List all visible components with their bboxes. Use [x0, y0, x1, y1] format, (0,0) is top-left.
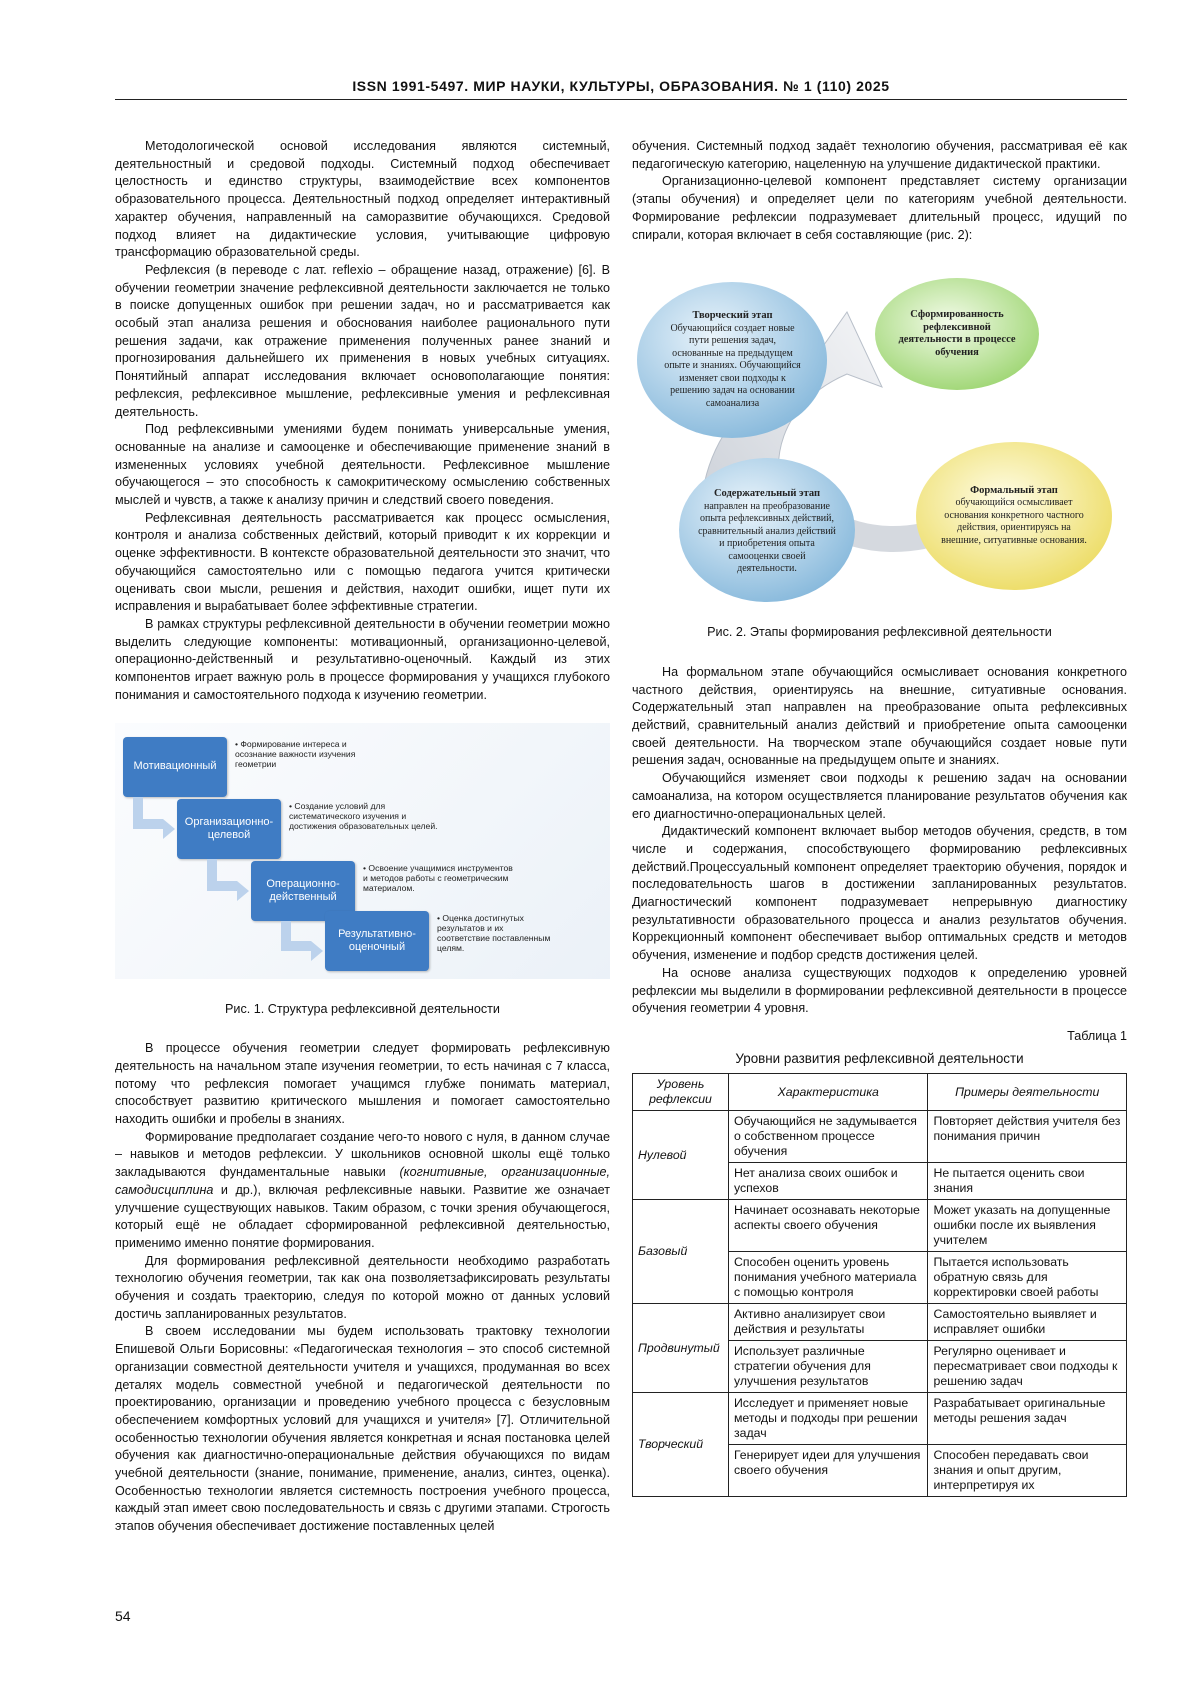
levels-table: [632, 1073, 1127, 1497]
right-paragraph-2: Организационно-целевой компонент представляет систему организации (этапы обучения) и определяет цели по категориям учебной деятельности. Формирование рефлексии подразумевает длительный процесс, идущий по спирали, которая включает в себя составляющие (рис. 2):: [632, 173, 1127, 244]
table-cell: Повторяет действия учителя без понимания причин: [928, 1111, 1127, 1163]
left-paragraph-4: Рефлексивная деятельность рассматривается как процесс осмысления, контроля и анализа собственных действий, который приводит к их коррекции и оценке эффективности. В контексте образовательной деятельности это значит, что обучающийся самостоятельно или с помощью педагога учится критически оценивать свои мысли, решения и действия, находит ошибки, ищет пути их исправления и вырабатывает более эффективные стратегии.: [115, 510, 610, 616]
stage-formal-title: Формальный этап: [938, 485, 1090, 498]
left-paragraph-7-end: и др.), включая рефлексивные навыки. Развитие же означает улучшение существующих навыков. Таким образом, с точки зрения обучающегося, который ещё не обладает сформированной рефлексивной деятельностью, применимо именно понятие формирования.: [115, 1183, 610, 1250]
table-cell: Может указать на допущенные ошибки после их выявления учителем: [928, 1200, 1127, 1252]
table-cell: Генерирует идеи для улучшения своего обучения: [728, 1445, 928, 1497]
right-paragraph-6: На основе анализа существующих подходов к определению уровней рефлексии мы выделили в формировании рефлексивной деятельности в процессе обучения геометрии 4 уровня.: [632, 965, 1127, 1018]
left-paragraph-3: Под рефлексивными умениями будем понимать универсальные умения, основанные на анализе и самооценке и обеспечивающие применение знаний в измененных условиях учебной деятельности. Рефлексивное мышление обучающегося – это способность к самокритическому осмыслению собственных мыслей и чувств, а также к анализу причин и следствий своего поведения.: [115, 421, 610, 510]
left-column: [115, 138, 610, 1536]
right-paragraph-4: Обучающийся изменяет свои подходы к решению задач на основании самоанализа, на котором осуществляется планирование результатов обучения как его диагностично-операциональных целей.: [632, 770, 1127, 823]
stage-content: [684, 464, 850, 600]
table-cell: Разрабатывает оригинальные методы решения задач: [928, 1393, 1127, 1445]
header-level: Уровень рефлексии: [633, 1074, 729, 1111]
table-cell: Исследует и применяет новые методы и подходы при решении задач: [728, 1393, 928, 1445]
table-cell: Нет анализа своих ошибок и успехов: [728, 1163, 928, 1200]
right-paragraph-1: обучения. Системный подход задаёт технологию обучения, рассматривая её как педагогическую категорию, нацеленную на улучшение дидактической практики.: [632, 138, 1127, 173]
table-row: [633, 1393, 1127, 1445]
table-cell: Самостоятельно выявляет и исправляет ошибки: [928, 1304, 1127, 1341]
stage-content-text: направлен на преобразование опыта рефлексивных действий, сравнительный анализ действий и приобретения опыта самооценки своей деятельности.: [698, 501, 836, 576]
level-basic: Базовый: [633, 1200, 729, 1304]
table-cell: Способен оценить уровень понимания учебного материала с помощью контроля: [728, 1252, 928, 1304]
journal-header: ISSN 1991-5497. МИР НАУКИ, КУЛЬТУРЫ, ОБРАЗОВАНИЯ. № 1 (110) 2025: [115, 78, 1127, 94]
stage-formed-title: Сформированность рефлексивной деятельности в процессе обучения: [898, 309, 1016, 359]
table-row: [633, 1304, 1127, 1341]
left-paragraph-8: Для формирования рефлексивной деятельности необходимо разработать технологию обучения геометрии, так как она позволяетзафиксировать результаты обучения и создать траекторию, следуя по которой можно от данных условий достичь запланированных результатов.: [115, 1253, 610, 1324]
figure-1-caption: Рис. 1. Структура рефлексивной деятельности: [115, 1001, 610, 1019]
right-paragraph-5: Дидактический компонент включает выбор методов обучения, средств, в том числе и содержания, способствующего формированию рефлексивных действий.Процессуальный компонент определяет траекторию обучения, порядок и последовательность шагов в достижении запланированных результатов. Диагностический компонент подразумевает непрерывную диагностику результативности образовательного процесса и анализ результатов обучения. Коррекционный компонент обеспечивает выбор оптимальных средств и методов обучения, изменение и подбор средств достижения целей.: [632, 823, 1127, 965]
table-cell: Регулярно оценивает и пересматривает свои подходы к решению задач: [928, 1341, 1127, 1393]
figure-1-structure-diagram: [115, 723, 610, 979]
header-rule: [115, 99, 1127, 100]
table-cell: Активно анализирует свои действия и результаты: [728, 1304, 928, 1341]
right-column: [632, 138, 1127, 1497]
page-number: 54: [115, 1608, 131, 1624]
note-operational: • Освоение учащимися инструментов и методов работы с геометрическим материалом.: [363, 863, 513, 893]
left-paragraph-1: Методологической основой исследования являются системный, деятельностный и средовой подходы. Системный подход обеспечивает целостность и единство структуры, взаимодействие всех компонентов образовательного процесса. Деятельностный подход определяет интерактивный характер обучения, направленный на саморазвитие обучающихся. Средовой подход влияет на дидактические условия, учитывающие цифровую трансформацию образовательной среды.: [115, 138, 610, 262]
table-row: [633, 1111, 1127, 1163]
level-advanced: Продвинутый: [633, 1304, 729, 1393]
left-paragraph-7-italic: (когнитивные, организационные, самодисциплина: [115, 1165, 610, 1197]
level-zero: Нулевой: [633, 1111, 729, 1200]
table-cell: Начинает осознавать некоторые аспекты своего обучения: [728, 1200, 928, 1252]
table-cell: Использует различные стратегии обучения для улучшения результатов: [728, 1341, 928, 1393]
box-motivational: Мотивационный: [123, 737, 227, 797]
box-organizational: Организационно-целевой: [177, 799, 281, 859]
stage-content-title: Содержательный этап: [698, 488, 836, 501]
stage-formal-text: обучающийся осмысливает основания конкретного частного действия, ориентируясь на внешние, ситуативные основания.: [938, 497, 1090, 547]
table-title: Уровни развития рефлексивной деятельности: [632, 1050, 1127, 1068]
left-paragraph-7-start: Формирование предполагает создание чего-то нового с нуля, в данном случае – навыков и методов рефлексии. У школьников основной школы ещё только закладываются фундаментальные навыки: [115, 1130, 610, 1179]
left-paragraph-5: В рамках структуры рефлексивной деятельности в обучении геометрии можно выделить следующие компоненты: мотивационный, организационно-целевой, операционно-действенный и результативно-оценочный. Каждый из этих компонентов играет важную роль в процессе формирования у учащихся глубокого понимания и самостоятельного подхода к изучению геометрии.: [115, 616, 610, 705]
box-evaluative: Результативно-оценочный: [325, 911, 429, 971]
note-evaluative: • Оценка достигнутых результатов и их соответствие поставленным целям.: [437, 913, 557, 953]
figure-2-stages-diagram: [632, 252, 1127, 612]
table-row: [633, 1200, 1127, 1252]
stage-formal: [924, 452, 1104, 580]
note-motivational: • Формирование интереса и осознание важности изучения геометрии: [235, 739, 385, 769]
stage-creative: [650, 290, 815, 430]
box-operational: Операционно-действенный: [251, 861, 355, 921]
header-examples: Примеры деятельности: [928, 1074, 1127, 1111]
table-cell: Обучающийся не задумывается о собственном процессе обучения: [728, 1111, 928, 1163]
stage-creative-text: Обучающийся создает новые пути решения задач, основанные на предыдущем опыте и знаниях. Обучающийся изменяет свои подходы к решению задач на основании самоанализа: [664, 323, 801, 411]
stage-creative-title: Творческий этап: [664, 310, 801, 323]
flow-arrow: [207, 859, 237, 891]
left-paragraph-6: В процессе обучения геометрии следует формировать рефлексивную деятельность на начальном этапе изучения геометрии, то есть начиная с 7 класса, потому что рефлексия помогает учащимся глубже понимать материал, способствует развитию критического мышления и помогает самостоятельно находить ошибки и пробелы в знаниях.: [115, 1040, 610, 1129]
flow-arrowhead: [237, 881, 249, 901]
table-cell: Способен передавать свои знания и опыт другим, интерпретируя их: [928, 1445, 1127, 1497]
flow-arrow: [281, 921, 311, 951]
table-header-row: [633, 1074, 1127, 1111]
left-paragraph-7: [115, 1129, 610, 1253]
figure-2-caption: Рис. 2. Этапы формирования рефлексивной деятельности: [632, 624, 1127, 642]
flow-arrowhead: [311, 941, 323, 961]
header-characteristic: Характеристика: [728, 1074, 928, 1111]
left-paragraph-2: Рефлексия (в переводе с лат. reflexio – обращение назад, отражение) [6]. В обучении геометрии значение рефлексивной деятельности заключается не только в поиске допущенных ошибок при решении задач, но и рассматривается как особый этап анализа решения и обоснования наиболее рационального пути решения задачи, как отражение применения полученных ранее знаний и прогнозирования дальнейшего их применения в новых учебных ситуациях. Понятийный аппарат исследования включает основополагающие понятия: рефлексия, рефлексивное мышление, рефлексивные умения и рефлексивная деятельность.: [115, 262, 610, 421]
right-paragraph-3: На формальном этапе обучающийся осмысливает основания конкретного частного действия, ориентируясь на внешние, ситуативные основания. Содержательный этап направлен на преобразование опыта рефлексивных действий, сравнительный анализ действий и приобретение опыта самооценки своей деятельности. На творческом этапе обучающийся создает новые пути решения задач, основанные на предыдущем опыте и знаниях.: [632, 664, 1127, 770]
level-creative: Творческий: [633, 1393, 729, 1497]
stage-formed: [884, 284, 1030, 384]
table-label: Таблица 1: [632, 1028, 1127, 1046]
note-organizational: • Создание условий для систематического изучения и достижения образовательных целей.: [289, 801, 449, 831]
table-cell: Пытается использовать обратную связь для корректировки своей работы: [928, 1252, 1127, 1304]
flow-arrow: [133, 797, 163, 829]
table-cell: Не пытается оценить свои знания: [928, 1163, 1127, 1200]
flow-arrowhead: [163, 819, 175, 839]
left-paragraph-9: В своем исследовании мы будем использовать трактовку технологии Епишевой Ольги Борисовны: «Педагогическая технология – это способ системной организации совместной деятельности учителя и учащихся, продуманная во всех деталях модель совместной учебной и педагогической деятельности по проектированию, организации и проведению учебного процесса с безусловным обеспечением комфортных условий для учащихся и учителя» [7]. Отличительной особенностью технологии обучения является конкретная и ясная постановка целей обучения как диагностично-операциональные действия обучающихся по видам учебной деятельности (знание, понимание, применение, анализ, синтез, оценка). Особенностью технологии является системность построения учебного процесса, каждый этап имеет свою последовательность и связь с другими этапами. Строгость этапов обучения обеспечивает достижение поставленных целей: [115, 1323, 610, 1535]
